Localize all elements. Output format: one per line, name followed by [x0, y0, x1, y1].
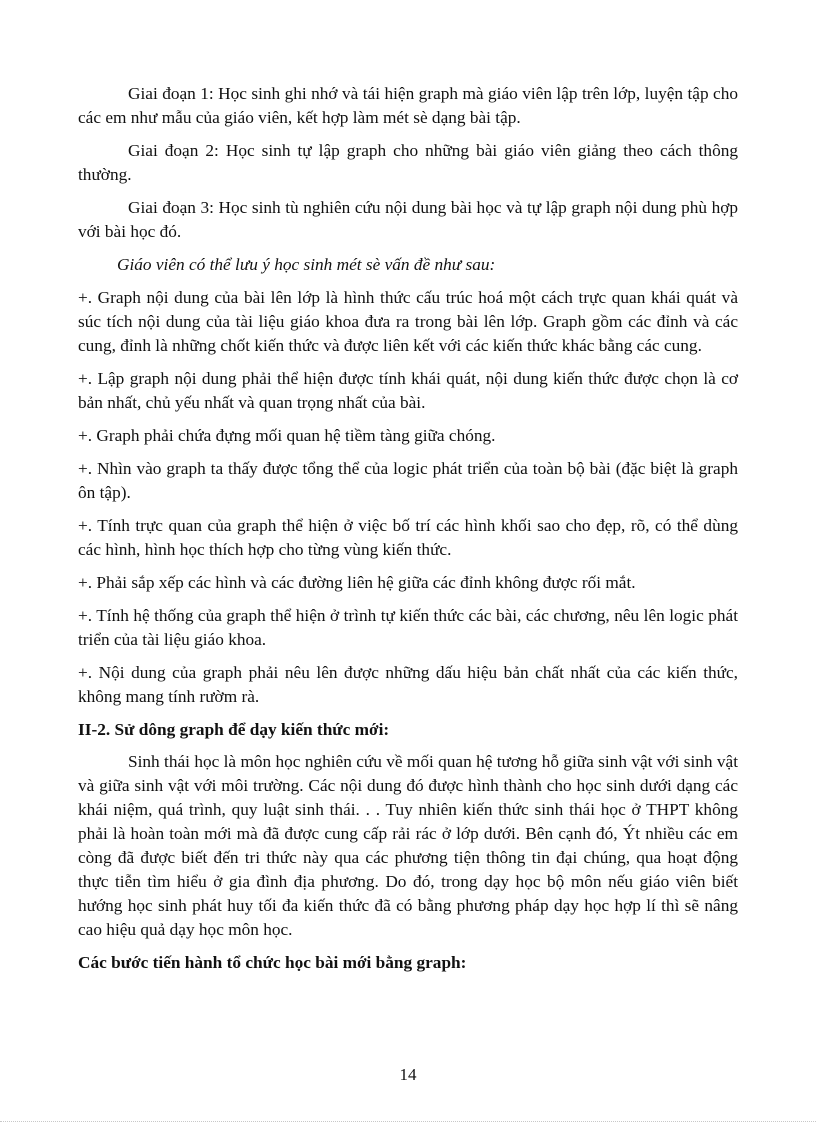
page-bottom-edge: [0, 1121, 816, 1122]
teacher-note-intro: Giáo viên có thể lưu ý học sinh mét sè vấn đề như sau:: [117, 255, 496, 274]
bullet-item: +. Phải sắp xếp các hình và các đường liên hệ giữa các đỉnh không được rối mắt.: [78, 573, 636, 592]
bullet-item: +. Nội dung của graph phải nêu lên được những dấu hiệu bản chất nhất của các kiến thức, không mang tính rườm rà.: [78, 663, 738, 706]
bullet-item: +. Tính hệ thống của graph thể hiện ở trình tự kiến thức các bài, các chương, nêu lên logic phát triển của tài liệu giáo khoa.: [78, 606, 738, 649]
paragraph-stage-2: Giai đoạn 2: Học sinh tự lập graph cho những bài giáo viên giảng theo cách thông thường.: [78, 141, 738, 184]
paragraph-stage-1: Giai đoạn 1: Học sinh ghi nhớ và tái hiện graph mà giáo viên lập trên lớp, luyện tập cho các em như mẫu của giáo viên, kết hợp làm mét sè dạng bài tập.: [78, 84, 738, 127]
paragraph-stage-3: Giai đoạn 3: Học sinh tù nghiên cứu nội dung bài học và tự lập graph nội dung phù hợp với bài học đó.: [78, 198, 738, 241]
section-body: Sinh thái học là môn học nghiên cứu về mối quan hệ tương hỗ giữa sinh vật với sinh vật và giữa sinh vật với môi trường. Các nội dung đó được hình thành cho học sinh dưới dạng các khái niệm, quá trình, quy luật sinh thái. . . Tuy nhiên kiến thức sinh thái học ở THPT không phải là hoàn toàn mới mà đã được cung cấp rải rác ở lớp dưới. Bên cạnh đó, Ýt nhiều các em còng đã được biết đến tri thức này qua các phương tiện thông tin đại chúng, qua hoạt động thực tiễn tìm hiểu ở gia đình địa phương. Do đó, trong dạy học bộ môn nếu giáo viên biết hướng học sinh phát huy tối đa kiến thức đã có bằng phương pháp dạy học hợp lí thì sẽ nâng cao hiệu quả dạy học môn học.: [78, 752, 738, 939]
bullet-item: +. Lập graph nội dung phải thể hiện được tính khái quát, nội dung kiến thức được chọn là cơ bản nhất, chủ yếu nhất và quan trọng nhất của bài.: [78, 369, 738, 412]
bullet-item: +. Nhìn vào graph ta thấy được tổng thể của logic phát triển của toàn bộ bài (đặc biệt là graph ôn tập).: [78, 459, 738, 502]
section-subheading: Các bước tiến hành tổ chức học bài mới bằng graph:: [78, 953, 467, 972]
document-page: [78, 82, 738, 983]
page-number: 14: [399, 1065, 417, 1084]
section-heading: II-2. Sử dông graph để dạy kiến thức mới:: [78, 720, 390, 739]
bullet-item: +. Graph nội dung của bài lên lớp là hình thức cấu trúc hoá một cách trực quan khái quát và súc tích nội dung của tài liệu giáo khoa đưa ra trong bài lên lớp. Graph gồm các đỉnh và các cung, đỉnh là những chốt kiến thức và được liên kết với các kiến thức khác bằng các cung.: [78, 288, 738, 355]
bullet-item: +. Graph phải chứa đựng mối quan hệ tiềm tàng giữa chóng.: [78, 426, 496, 445]
bullet-item: +. Tính trực quan của graph thể hiện ở việc bố trí các hình khối sao cho đẹp, rõ, có thể dùng các hình, hình học thích hợp cho từng vùng kiến thức.: [78, 516, 738, 559]
